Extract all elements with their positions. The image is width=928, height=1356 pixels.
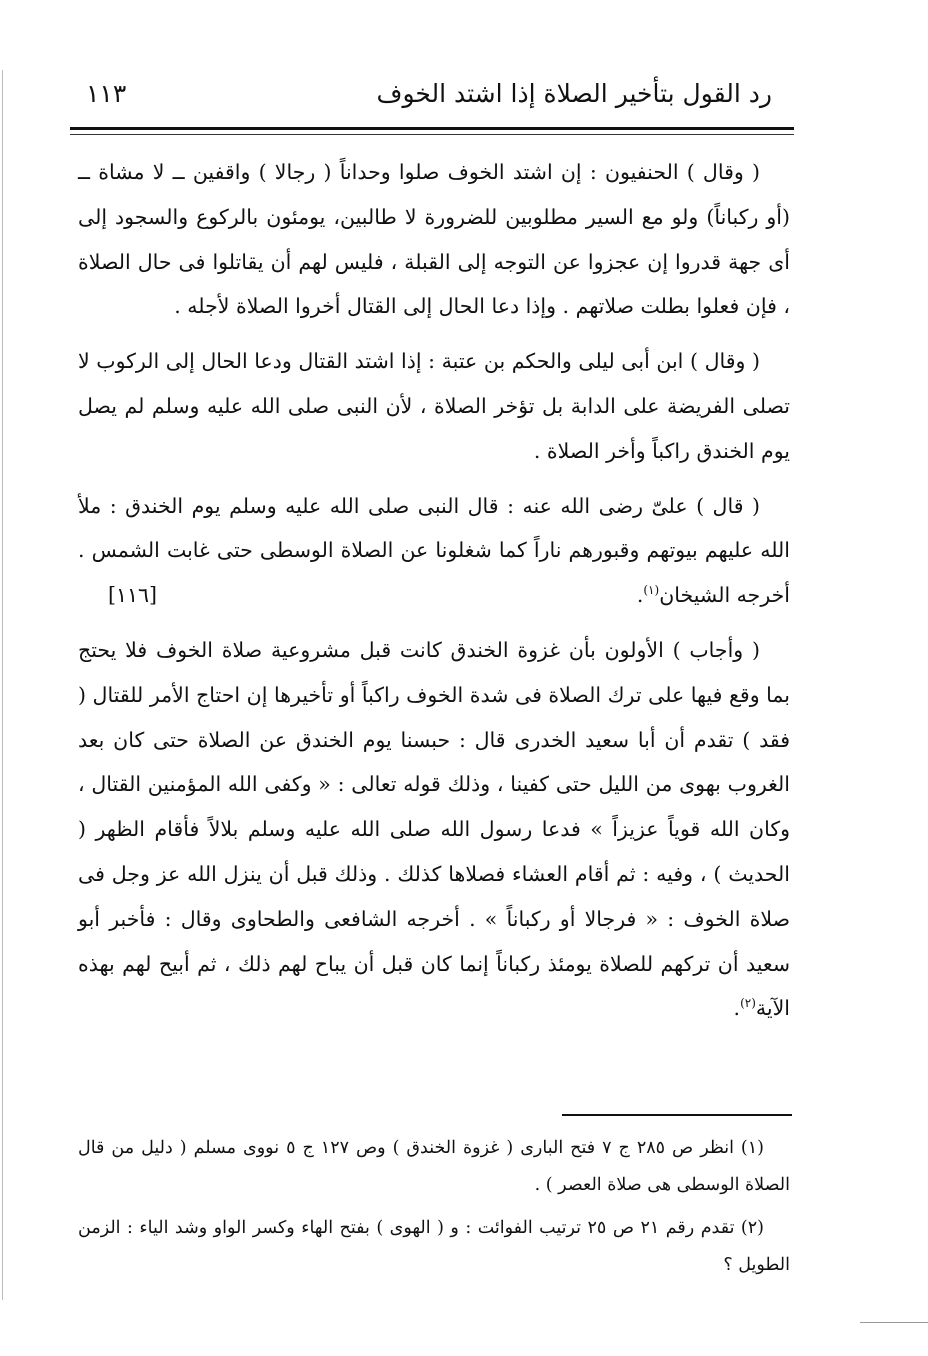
response-text: ( وأجاب ) الأولون بأن غزوة الخندق كانت قبل مشروعية صلاة الخوف فلا يحتج بما وقع فيها على ترك الصلاة فى شدة الخوف راكباً أو تأخيرها إن احتاج الأمر للقتال ( فقد ) تقدم أن أبا سعيد الخدرى قال : حبسنا يوم الخندق عن الصلاة حتى كان بعد الغروب بهوى من الليل حتى كفينا ، وذلك قوله تعالى : « وكفى الله المؤمنين القتال ، وكان الله قوياً عزيزاً » فدعا رسول الله صلى الله عليه وسلم بلالاً فأقام الظهر ( الحديث ) ، وفيه : ثم أقام العشاء فصلاها كذلك . وذلك قبل أن ينزل الله عز وجل فى صلاة الخوف : « فرجالا أو ركباناً » . أخرجه الشافعى والطحاوى وقال : فأخبر أبو سعيد أن تركهم للصلاة يومئذ ركباناً إنما كان قبل أن يباح لهم ذلك ، ثم أبيح لهم بهذه الآية bbox=[78, 637, 790, 1021]
footnote-ref-1: (١) bbox=[643, 583, 660, 598]
hadith-number: [١١٦] bbox=[108, 583, 158, 608]
footnote-rule bbox=[562, 1114, 792, 1116]
response-end: . bbox=[733, 996, 741, 1021]
running-title: رد القول بتأخير الصلاة إذا اشتد الخوف bbox=[376, 79, 772, 108]
footnote-ref-2: (٢) bbox=[740, 996, 756, 1011]
hadith-text: ( قال ) علىّ رضى الله عنه : قال النبى صلى الله عليه وسلم يوم الخندق : ملأ الله عليهم بيوتهم وقبورهم ناراً كما شغلونا عن الصلاة الوسطى حتى غابت الشمس . أخرجه الشيخان bbox=[78, 493, 790, 608]
scan-edge-line bbox=[860, 1322, 928, 1323]
page-header bbox=[70, 62, 792, 124]
paragraph-response bbox=[78, 628, 790, 1031]
paragraph-ibn-abi-laila-opinion: ( وقال ) ابن أبى ليلى والحكم بن عتبة : إذا اشتد القتال ودعا الحال إلى الركوب لا تصلى الفريضة على الدابة بل تؤخر الصلاة ، لأن النبى صلى الله عليه وسلم لم يصل يوم الخندق راكباً وأخر الصلاة . bbox=[78, 349, 790, 463]
main-text bbox=[78, 150, 790, 1031]
footnotes bbox=[78, 1130, 790, 1290]
footnote-2: (٢) تقدم رقم ٢١ ص ٢٥ ترتيب الفوائت : و ( الهوى ) بفتح الهاء وكسر الواو وشد الياء : الزمن الطويل ؟ bbox=[78, 1218, 790, 1275]
page-number: ١١٣ bbox=[86, 79, 127, 108]
scan-margin-line bbox=[2, 70, 3, 1300]
header-rule-thin bbox=[70, 134, 794, 135]
paragraph-ali-hadith bbox=[78, 484, 790, 618]
paragraph-hanafi-opinion: ( وقال ) الحنفيون : إن اشتد الخوف صلوا وحداناً ( رجالا ) واقفين ــ لا مشاة ــ (أو ركباناً) ولو مع السير مطلوبين للضرورة لا طالبين، يومئون بالركوع والسجود إلى أى جهة قدروا إن عجزوا عن التوجه إلى القبلة ، فليس لهم أن يقاتلوا فى حال الصلاة ، فإن فعلوا بطلت صلاتهم . وإذا دعا الحال إلى القتال أخروا الصلاة لأجله . bbox=[78, 160, 790, 319]
header-rule bbox=[70, 127, 794, 130]
footnote-1: (١) انظر ص ٢٨٥ ج ٧ فتح البارى ( غزوة الخندق ) وص ١٢٧ ج ٥ نووى مسلم ( دليل من قال الصلاة الوسطى هى صلاة العصر ) . bbox=[78, 1138, 790, 1195]
hadith-end: . bbox=[636, 583, 644, 608]
